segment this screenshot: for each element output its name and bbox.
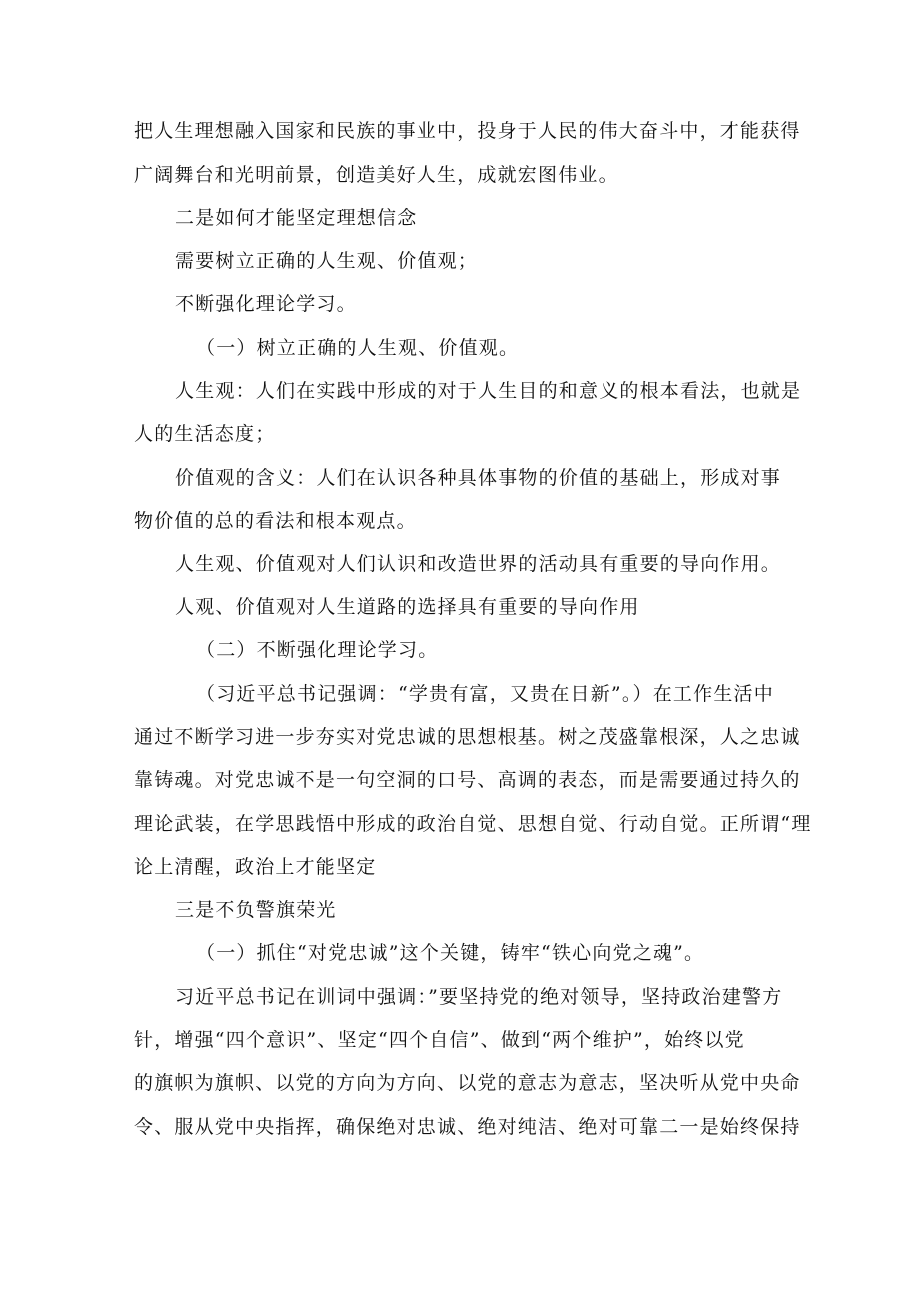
- paragraph-line: 人观、价值观对人生道路的选择具有重要的导向作用: [175, 596, 640, 618]
- paragraph-line: 需要树立正确的人生观、价值观；: [175, 250, 479, 272]
- paragraph-line: 理论武装，在学思践悟中形成的政治自觉、思想自觉、行动自觉。正所谓“理: [134, 813, 812, 835]
- paragraph-line: 人生观、价值观对人们认识和改造世界的活动具有重要的导向作用。: [175, 553, 782, 575]
- section-heading: 二是如何才能坚定理想信念: [175, 207, 418, 229]
- paragraph-line: 通过不断学习进一步夯实对党忠诚的思想根基。树之茂盛靠根深，人之忠诚: [134, 726, 801, 748]
- paragraph-line: 广阔舞台和光明前景，创造美好人生，成就宏图伟业。: [134, 164, 619, 186]
- paragraph-line: 人的生活态度；: [134, 423, 276, 445]
- paragraph-line: （习近平总书记强调：“学贵有富，又贵在日新”。）在工作生活中: [196, 683, 774, 705]
- section-heading: 三是不负警旗荣光: [175, 899, 337, 921]
- paragraph-line: 靠铸魂。对党忠诚不是一句空洞的口号、高调的表态，而是需要通过持久的: [134, 769, 801, 791]
- paragraph-line: 把人生理想融入国家和民族的事业中，投身于人民的伟大奋斗中，才能获得: [134, 120, 801, 142]
- paragraph-line: 不断强化理论学习。: [175, 293, 357, 315]
- paragraph-line: 的旗帜为旗帜、以党的方向为方向、以党的意志为意志，坚决听从党中央命: [134, 1072, 801, 1094]
- paragraph-line: 令、服从党中央指挥，确保绝对忠诚、绝对纯洁、绝对可靠二一是始终保持: [134, 1116, 801, 1138]
- subsection-heading: （一）抓住“对党忠诚”这个关键，铸牢“铁心向党之魂”。: [196, 942, 705, 964]
- paragraph-line: 物价值的总的看法和根本观点。: [134, 510, 417, 532]
- subsection-heading: （二）不断强化理论学习。: [196, 639, 439, 661]
- paragraph-line: 习近平总书记在训词中强调：”要坚持党的绝对领导，坚持政治建警方: [175, 986, 783, 1008]
- paragraph-line: 人生观：人们在实践中形成的对于人生目的和意义的根本看法，也就是: [175, 380, 802, 402]
- paragraph-line: 论上清醒，政治上才能坚定: [134, 856, 377, 878]
- paragraph-line: 价值观的含义：人们在认识各种具体事物的价值的基础上，形成对事: [175, 467, 782, 489]
- subsection-heading: （一）树立正确的人生观、价值观。: [196, 337, 520, 359]
- paragraph-line: 针，增强“四个意识”、坚定“四个自信”、做到“两个维护”，始终以党: [134, 1029, 745, 1051]
